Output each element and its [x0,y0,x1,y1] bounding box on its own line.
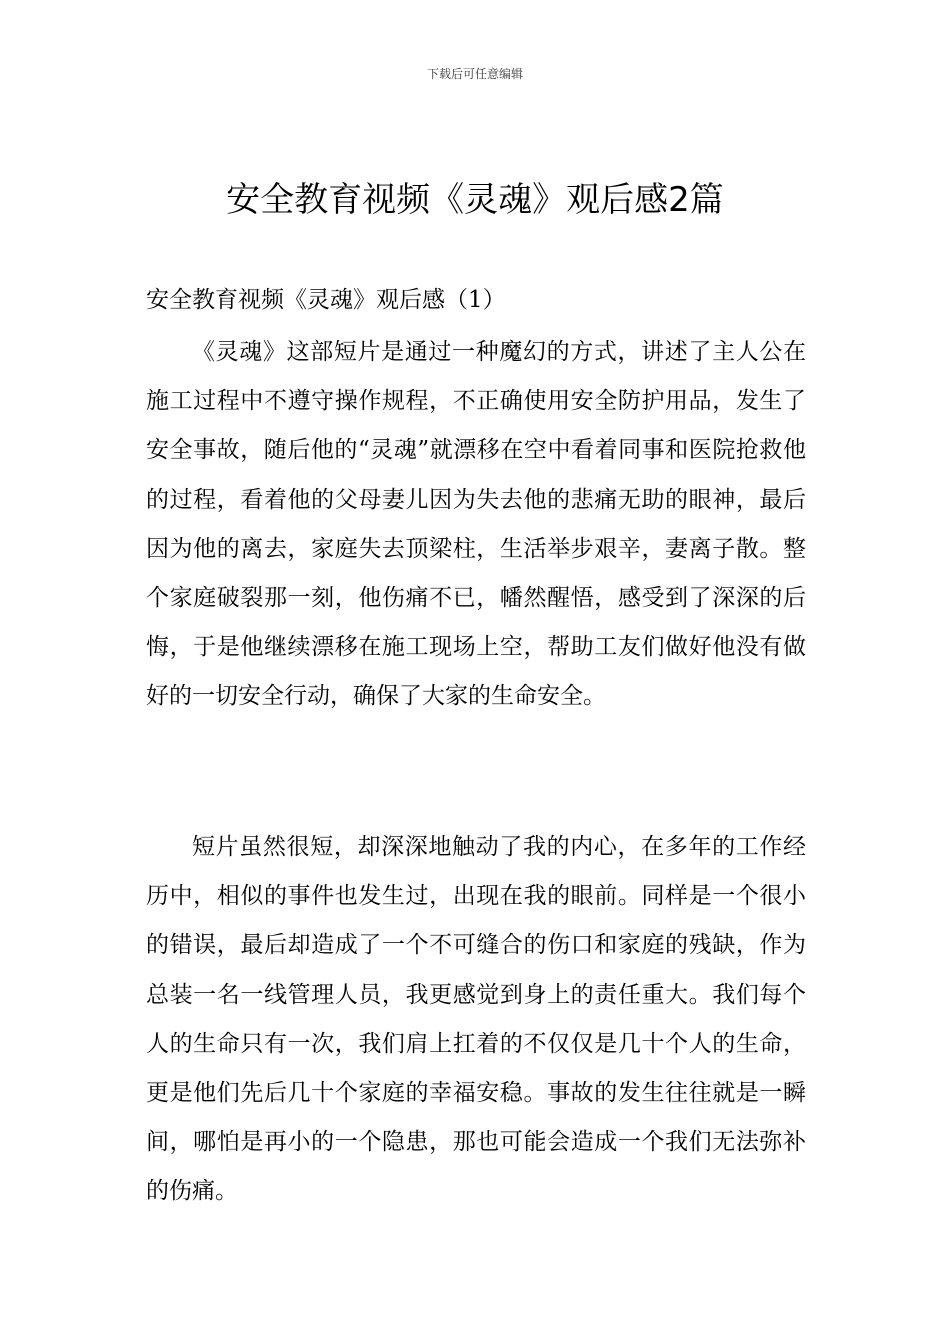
section-heading: 安全教育视频《灵魂》观后感（1） [146,287,506,313]
body-paragraph-1: 《灵魂》这部短片是通过一种魔幻的方式，讲述了主人公在施工过程中不遵守操作规程，不正确使用安全防护用品，发生了安全事故，随后他的“灵魂”就漂移在空中看着同事和医院抢救他的过程，看着他的父母妻儿因为失去他的悲痛无助的眼神，最后因为他的离去，家庭失去顶梁柱，生活举步艰辛，妻离子散。整个家庭破裂那一刻，他伤痛不已，幡然醒悟，感受到了深深的后悔，于是他继续漂移在施工现场上空，帮助工友们做好他没有做好的一切安全行动，确保了大家的生命安全。 [146,339,806,710]
body-paragraph-2: 短片虽然很短，却深深地触动了我的内心，在多年的工作经历中，相似的事件也发生过，出现在我的眼前。同样是一个很小的错误，最后却造成了一个不可缝合的伤口和家庭的残缺，作为总装一名一线管理人员，我更感觉到身上的责任重大。我们每个人的生命只有一次，我们肩上扛着的不仅仅是几十个人的生命，更是他们先后几十个家庭的幸福安稳。事故的发生往往就是一瞬间，哪怕是再小的一个隐患，那也可能会造成一个我们无法弥补的伤痛。 [146,834,806,1205]
document-title: 安全教育视频《灵魂》观后感2篇 [226,180,724,220]
page-header-note: 下载后可任意编辑 [426,67,523,81]
